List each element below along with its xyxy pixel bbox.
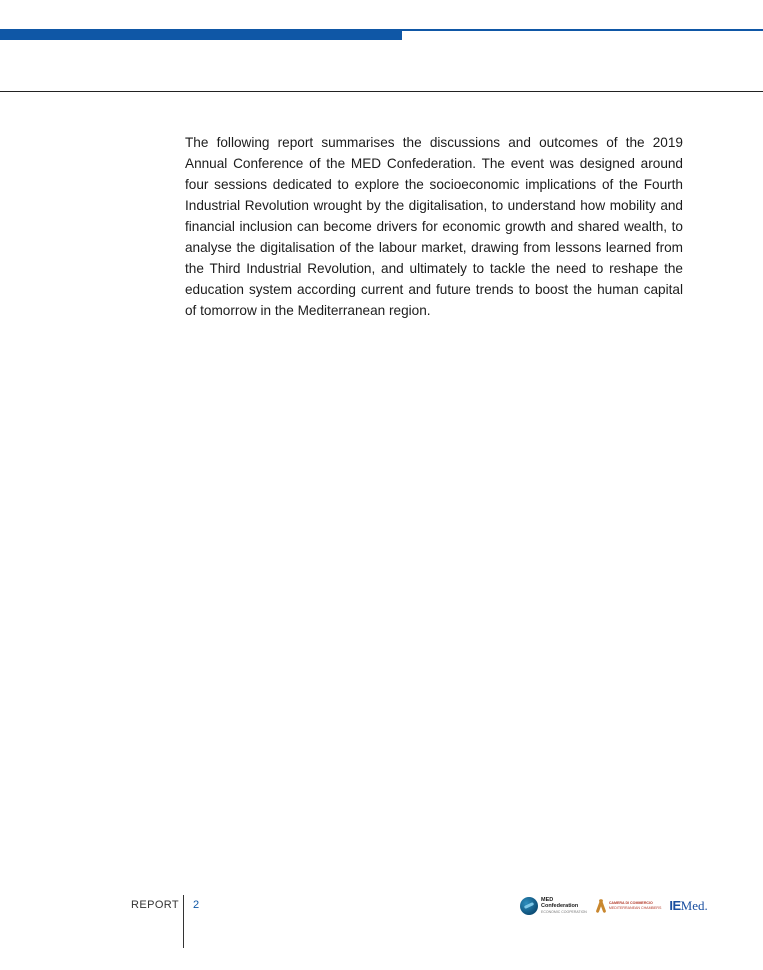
- med-confederation-logo: [520, 897, 587, 915]
- page-number: 2: [193, 899, 200, 911]
- iemed-logo-ie: IE: [669, 898, 681, 913]
- chamber-logo: [596, 898, 662, 914]
- chamber-logo-line2: MEDITERRANEAN CHAMBERS: [608, 906, 662, 910]
- header-accent-bar: [0, 29, 402, 40]
- header-rule: [0, 91, 763, 92]
- med-logo-tagline: ECONOMIC COOPERATION: [541, 910, 587, 914]
- footer-report-label: REPORT: [131, 899, 180, 911]
- med-globe-icon: [520, 897, 538, 915]
- med-logo-line2: Confederation: [541, 903, 579, 909]
- footer-divider: [183, 895, 184, 948]
- iemed-logo-med: Med.: [680, 898, 708, 913]
- chamber-mark-icon: [596, 898, 606, 914]
- iemed-logo: [669, 898, 707, 914]
- med-logo-line1: MED: [541, 897, 554, 903]
- header-accent-line: [402, 29, 763, 31]
- chamber-logo-line1: CAMERA DI COMMERCIO: [608, 901, 653, 905]
- partner-logos: [520, 895, 708, 917]
- intro-paragraph: The following report summarises the discussions and outcomes of the 2019 Annual Conference of the MED Confederation. The event was designed around four sessions dedicated to explore the socioeconomic implications of the Fourth Industrial Revolution wrought by the digitalisation, to understand how mobility and financial inclusion can become drivers for economic growth and shared wealth, to analyse the digitalisation of the labour market, drawing from lessons learned from the Third Industrial Revolution, and ultimately to tackle the need to reshape the education system according current and future trends to boost the human capital of tomorrow in the Mediterranean region.: [185, 135, 683, 318]
